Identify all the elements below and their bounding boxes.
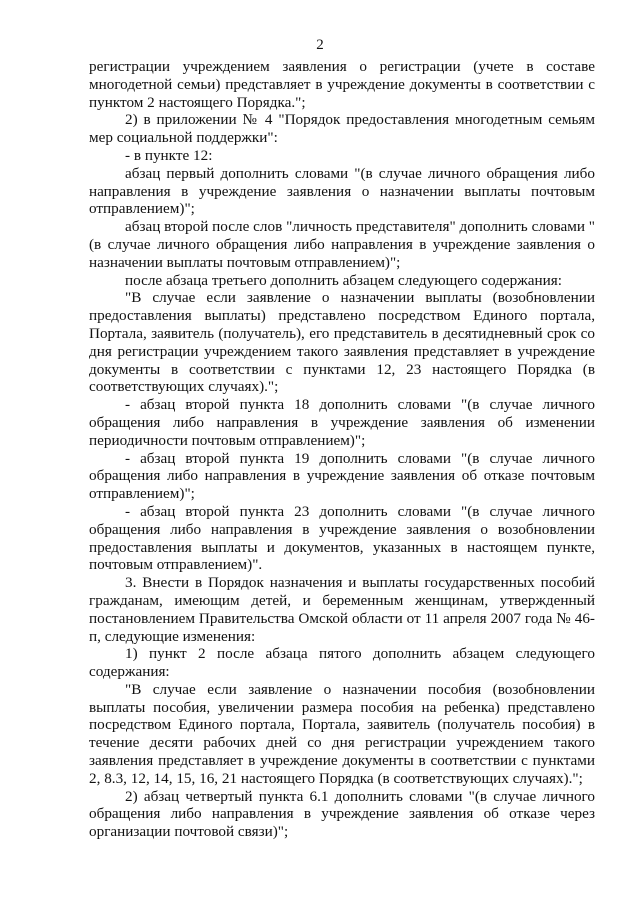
paragraph-point-23: - абзац второй пункта 23 дополнить словами "(в случае личного обращения либо направления в учреждение заявления о возобновлении предоставления выплаты и документов, указанных в настоящем пункте, почтовым отправлением)". bbox=[89, 502, 595, 574]
paragraph-second-clause: абзац второй после слов "личность представителя" дополнить словами "(в случае личного обращения либо направления в учреждение заявления о назначении выплаты почтовым отправлением)"; bbox=[89, 218, 595, 271]
paragraph-section-3: 3. Внести в Порядок назначения и выплаты государственных пособий гражданам, имеющим детей, и беременным женщинам, утвержденный постановлением Правительства Омской области от 11 апреля 2007 года № 46-п, следующие изменения: bbox=[89, 574, 595, 645]
paragraph-point-19: - абзац второй пункта 19 дополнить словами "(в случае личного обращения либо направления в учреждение заявления об отказе почтовым отправлением)"; bbox=[89, 449, 595, 503]
paragraph-item-1: 1) пункт 2 после абзаца пятого дополнить абзацем следующего содержания: bbox=[89, 645, 595, 681]
page-number: 2 bbox=[316, 37, 324, 53]
paragraph-point-12: - в пункте 12: bbox=[125, 146, 213, 164]
paragraph-quoted-allowance: "В случае если заявление о назначении пособия (возобновлении выплаты пособия, увеличении размера пособия на ребенка) представлено посредством Единого портала, Портала, заявитель (получатель пособия) в течение десяти рабочих дней со дня регистрации учреждением такого заявления представляет в учреждение документы в соответствии с пунктами 2, 8.3, 12, 14, 15, 16, 21 настоящего Порядка (в соответствующих случаях)."; bbox=[89, 680, 595, 787]
paragraph-item-2-appendix-4: 2) в приложении № 4 "Порядок предоставления многодетным семьям мер социальной поддержки": bbox=[89, 111, 595, 147]
paragraph-quoted-insertion: "В случае если заявление о назначении выплаты (возобновлении предоставления выплаты) представлено посредством Единого портала, Портала, заявитель (получатель), его представитель в десятидневный срок со дня регистрации учреждением такого заявления представляет в учреждение документы в соответствии с пунктами 12, 23 настоящего Порядка (в соответствующих случаях)."; bbox=[89, 289, 595, 396]
document-body bbox=[89, 58, 595, 841]
paragraph-item-2-point-6-1: 2) абзац четвертый пункта 6.1 дополнить словами "(в случае личного обращения либо направления в учреждение заявления об отказе через организации почтовой связи)"; bbox=[89, 787, 595, 841]
paragraph-after-third-clause: после абзаца третьего дополнить абзацем следующего содержания: bbox=[125, 271, 562, 289]
paragraph-continuation: регистрации учреждением заявления о регистрации (учете в составе многодетной семьи) представляет в учреждение документы в соответствии с пунктом 2 настоящего Порядка."; bbox=[89, 58, 595, 111]
paragraph-point-18: - абзац второй пункта 18 дополнить словами "(в случае личного обращения либо направления в учреждение заявления об изменении периодичности почтовым отправлением)"; bbox=[89, 396, 595, 449]
paragraph-first-clause: абзац первый дополнить словами "(в случае личного обращения либо направления в учреждение заявления о назначении выплаты почтовым отправлением)"; bbox=[89, 164, 595, 218]
